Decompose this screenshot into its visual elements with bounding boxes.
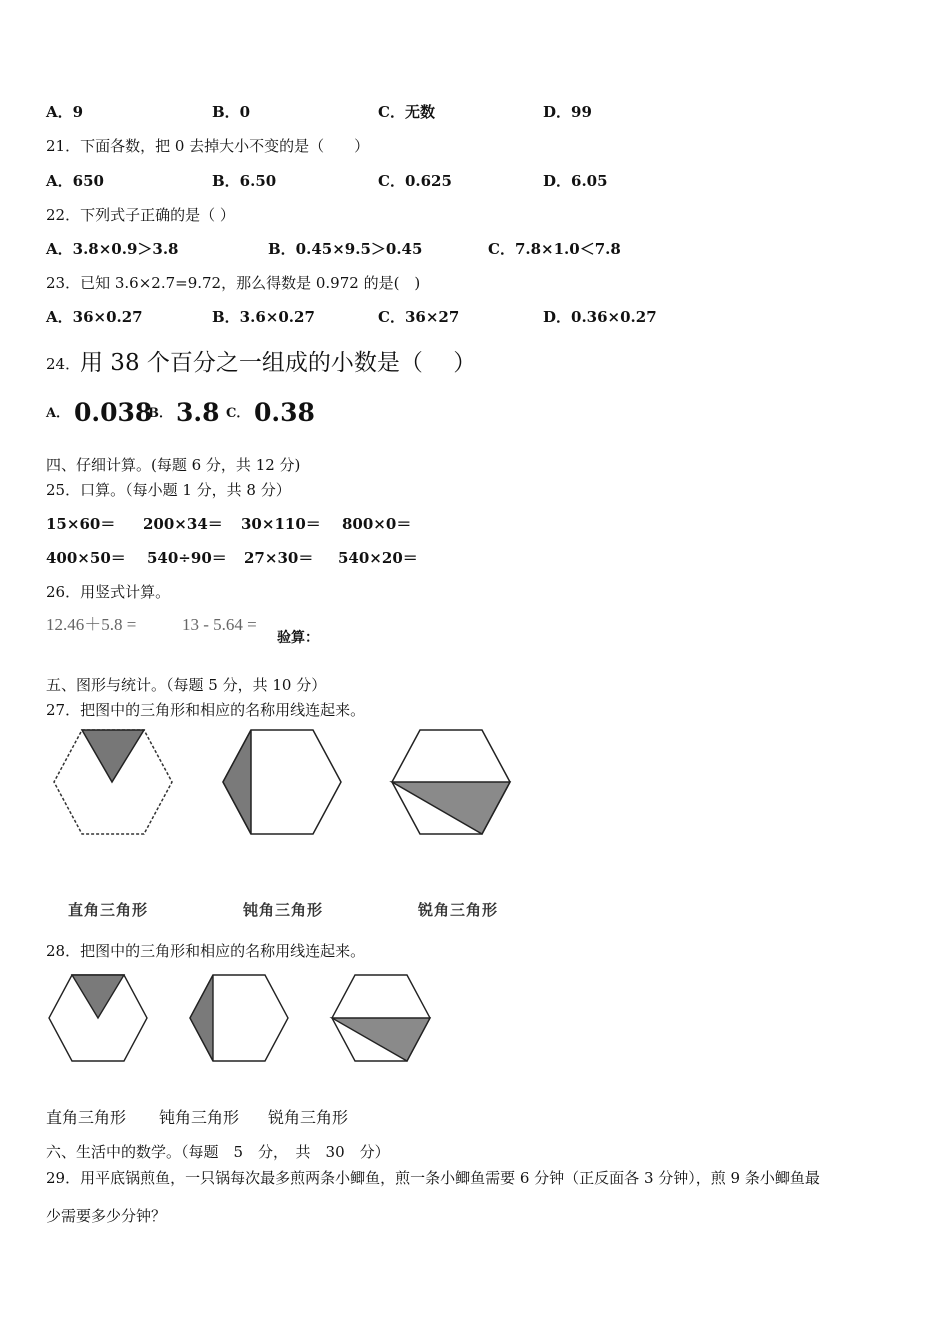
- q28-hexagon-acute-triangle: [329, 972, 433, 1064]
- q26-stem: 26．用竖式计算。: [46, 583, 171, 601]
- q21-option-a: A．650: [46, 172, 104, 190]
- section-5-title: 五、图形与统计。（每题 5 分，共 10 分）: [46, 676, 327, 694]
- q22-option-c: C．7.8×1.0＜7.8: [488, 240, 621, 258]
- q27-label-obtuse-triangle: 钝角三角形: [243, 901, 324, 919]
- q26-check-label: 验算：: [277, 630, 319, 646]
- q28-label-right-triangle: 直角三角形: [46, 1108, 127, 1127]
- q25-item: 15×60＝: [46, 515, 116, 533]
- q26-expression-1: 12.46＋5.8 =: [46, 615, 137, 634]
- q25-item: 27×30＝: [244, 549, 314, 567]
- q26-expression-2: 13 - 5.64 =: [182, 615, 257, 634]
- q20-option-c: C．无数: [378, 103, 435, 121]
- q27-hexagon-right-triangle: [50, 726, 176, 838]
- q23-option-c: C．36×27: [378, 308, 460, 326]
- q23-option-b: B．3.6×0.27: [212, 308, 315, 326]
- q29-stem-line-1: 29．用平底锅煎鱼，一只锅每次最多煎两条小鲫鱼，煎一条小鲫鱼需要 6 分钟（正反面各 3 分钟），煎 9 条小鲫鱼最: [46, 1169, 820, 1187]
- q24-stem: 用 38 个百分之一组成的小数是（ ）: [80, 350, 477, 376]
- q22-stem: 22．下列式子正确的是（ ）: [46, 206, 235, 224]
- q25-stem: 25．口算。（每小题 1 分，共 8 分）: [46, 481, 291, 499]
- q22-option-b: B．0.45×9.5＞0.45: [268, 240, 423, 258]
- q21-stem: 21．下面各数，把 0 去掉大小不变的是（ ）: [46, 137, 370, 155]
- q21-option-b: B．6.50: [212, 172, 277, 190]
- q25-item: 540×20＝: [338, 549, 418, 567]
- q21-option-c: C．0.625: [378, 172, 452, 190]
- q23-option-a: A．36×0.27: [46, 308, 143, 326]
- q25-item: 540÷90＝: [147, 549, 227, 567]
- section-6-title: 六、生活中的数学。（每题 5 分， 共 30 分）: [46, 1143, 390, 1161]
- q27-label-acute-triangle: 锐角三角形: [418, 901, 499, 919]
- q25-item: 200×34＝: [143, 515, 223, 533]
- q25-item: 30×110＝: [241, 515, 321, 533]
- q27-hexagon-obtuse-triangle: [219, 726, 345, 838]
- q28-hexagon-obtuse-triangle: [187, 972, 291, 1064]
- q24-option-a-label: A．: [46, 406, 70, 421]
- section-4-title: 四、仔细计算。(每题 6 分，共 12 分): [46, 456, 301, 474]
- q24-number: 24．: [46, 355, 81, 373]
- q28-hexagon-right-triangle: [46, 972, 150, 1064]
- q28-stem: 28．把图中的三角形和相应的名称用线连起来。: [46, 942, 366, 960]
- q25-item: 800×0＝: [342, 515, 412, 533]
- q25-item: 400×50＝: [46, 549, 126, 567]
- q24-option-a-value: 0.038: [74, 398, 153, 427]
- q20-option-a: A．9: [46, 103, 84, 121]
- q27-hexagon-acute-triangle: [388, 726, 514, 838]
- q24-option-b-label: B．: [148, 406, 172, 421]
- q20-option-b: B．0: [212, 103, 251, 121]
- q27-label-right-triangle: 直角三角形: [68, 901, 149, 919]
- q23-stem: 23．已知 3.6×2.7=9.72，那么得数是 0.972 的是( ): [46, 274, 421, 292]
- q21-option-d: D．6.05: [543, 172, 608, 190]
- q20-option-d: D．99: [543, 103, 592, 121]
- q23-option-d: D．0.36×0.27: [543, 308, 657, 326]
- q28-label-obtuse-triangle: 钝角三角形: [159, 1108, 240, 1127]
- q24-option-c-label: C．: [226, 406, 250, 421]
- q28-label-acute-triangle: 锐角三角形: [268, 1108, 349, 1127]
- q27-stem: 27．把图中的三角形和相应的名称用线连起来。: [46, 701, 366, 719]
- q29-stem-line-2: 少需要多少分钟？: [46, 1207, 167, 1225]
- q24-option-c-value: 0.38: [254, 398, 315, 427]
- q22-option-a: A．3.8×0.9＞3.8: [46, 240, 179, 258]
- q24-option-b-value: 3.8: [176, 398, 220, 427]
